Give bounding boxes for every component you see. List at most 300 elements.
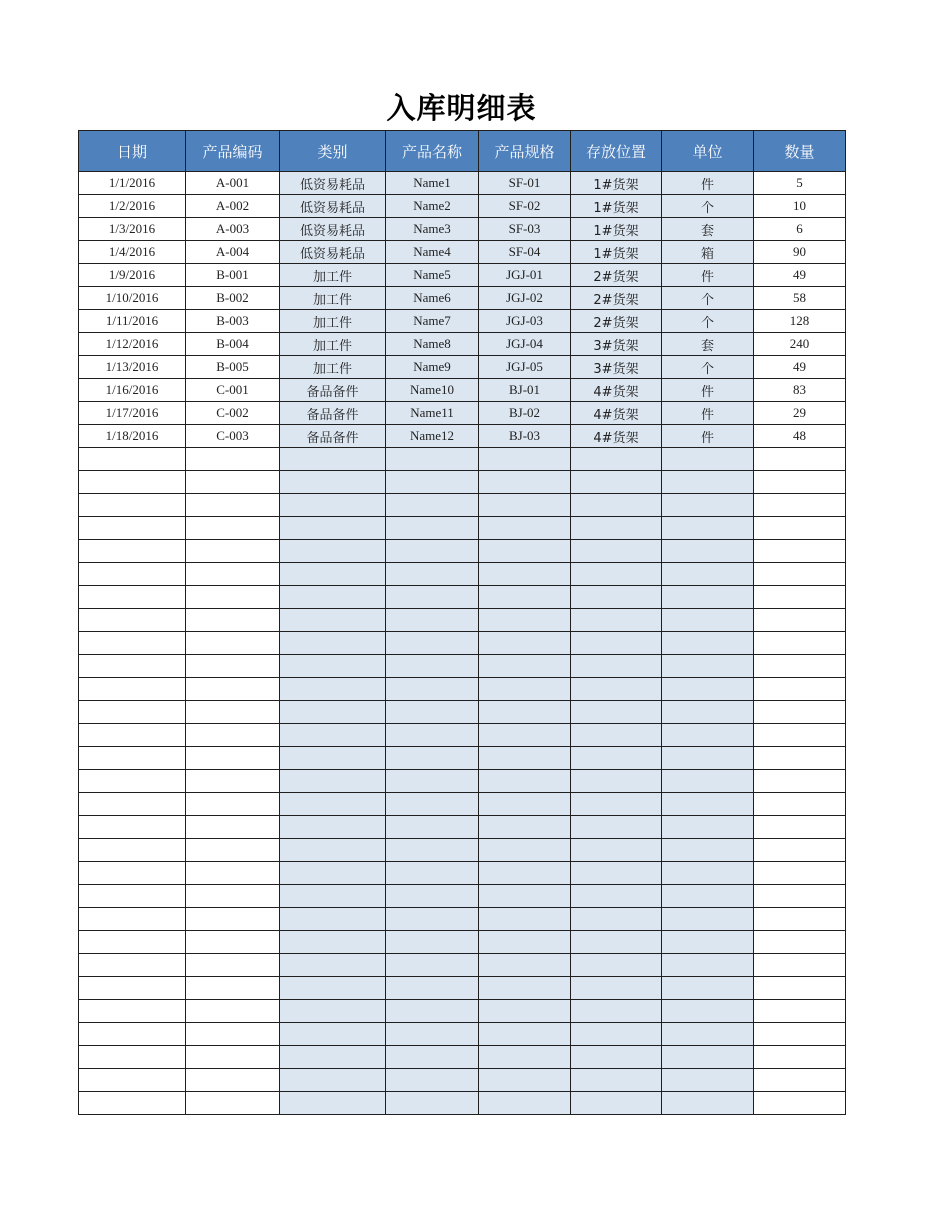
- empty-cell[interactable]: [754, 1046, 846, 1069]
- empty-cell[interactable]: [280, 908, 386, 931]
- empty-cell[interactable]: [79, 632, 186, 655]
- empty-cell[interactable]: [386, 678, 479, 701]
- product-code-cell[interactable]: A-003: [186, 218, 280, 241]
- empty-cell[interactable]: [571, 1069, 662, 1092]
- empty-cell[interactable]: [386, 563, 479, 586]
- empty-cell[interactable]: [186, 1023, 280, 1046]
- empty-cell[interactable]: [386, 931, 479, 954]
- empty-cell[interactable]: [386, 701, 479, 724]
- empty-cell[interactable]: [280, 563, 386, 586]
- location-cell[interactable]: 3#货架: [571, 356, 662, 379]
- empty-cell[interactable]: [386, 1000, 479, 1023]
- product-code-cell[interactable]: A-001: [186, 172, 280, 195]
- empty-cell[interactable]: [280, 793, 386, 816]
- empty-cell[interactable]: [571, 839, 662, 862]
- empty-cell[interactable]: [479, 471, 571, 494]
- empty-cell[interactable]: [479, 816, 571, 839]
- empty-cell[interactable]: [280, 517, 386, 540]
- empty-cell[interactable]: [386, 1069, 479, 1092]
- category-cell[interactable]: 加工件: [280, 287, 386, 310]
- empty-cell[interactable]: [79, 1046, 186, 1069]
- category-cell[interactable]: 低资易耗品: [280, 195, 386, 218]
- category-cell[interactable]: 加工件: [280, 356, 386, 379]
- empty-cell[interactable]: [662, 517, 754, 540]
- empty-cell[interactable]: [280, 1069, 386, 1092]
- empty-cell[interactable]: [186, 1046, 280, 1069]
- product-name-cell[interactable]: Name9: [386, 356, 479, 379]
- empty-cell[interactable]: [280, 724, 386, 747]
- empty-cell[interactable]: [386, 908, 479, 931]
- category-cell[interactable]: 备品备件: [280, 379, 386, 402]
- product-spec-cell[interactable]: SF-03: [479, 218, 571, 241]
- empty-cell[interactable]: [571, 1000, 662, 1023]
- unit-cell[interactable]: 个: [662, 356, 754, 379]
- empty-cell[interactable]: [186, 586, 280, 609]
- product-name-cell[interactable]: Name6: [386, 287, 479, 310]
- empty-cell[interactable]: [662, 494, 754, 517]
- empty-cell[interactable]: [754, 862, 846, 885]
- empty-cell[interactable]: [754, 632, 846, 655]
- empty-cell[interactable]: [386, 862, 479, 885]
- unit-cell[interactable]: 件: [662, 379, 754, 402]
- empty-cell[interactable]: [662, 954, 754, 977]
- date-cell[interactable]: 1/17/2016: [79, 402, 186, 425]
- empty-cell[interactable]: [280, 609, 386, 632]
- empty-cell[interactable]: [186, 954, 280, 977]
- empty-cell[interactable]: [386, 954, 479, 977]
- location-cell[interactable]: 1#货架: [571, 195, 662, 218]
- empty-cell[interactable]: [479, 862, 571, 885]
- empty-cell[interactable]: [79, 862, 186, 885]
- empty-cell[interactable]: [79, 724, 186, 747]
- empty-cell[interactable]: [479, 1092, 571, 1115]
- empty-cell[interactable]: [386, 816, 479, 839]
- empty-cell[interactable]: [79, 563, 186, 586]
- empty-cell[interactable]: [571, 1046, 662, 1069]
- empty-cell[interactable]: [280, 954, 386, 977]
- empty-cell[interactable]: [280, 770, 386, 793]
- empty-cell[interactable]: [571, 471, 662, 494]
- empty-cell[interactable]: [662, 632, 754, 655]
- product-name-cell[interactable]: Name3: [386, 218, 479, 241]
- category-cell[interactable]: 低资易耗品: [280, 172, 386, 195]
- empty-cell[interactable]: [79, 1092, 186, 1115]
- empty-cell[interactable]: [754, 1069, 846, 1092]
- empty-cell[interactable]: [662, 977, 754, 1000]
- empty-cell[interactable]: [186, 701, 280, 724]
- empty-cell[interactable]: [571, 977, 662, 1000]
- quantity-cell[interactable]: 58: [754, 287, 846, 310]
- empty-cell[interactable]: [662, 747, 754, 770]
- product-spec-cell[interactable]: JGJ-05: [479, 356, 571, 379]
- category-cell[interactable]: 加工件: [280, 333, 386, 356]
- empty-cell[interactable]: [662, 724, 754, 747]
- unit-cell[interactable]: 箱: [662, 241, 754, 264]
- location-cell[interactable]: 1#货架: [571, 172, 662, 195]
- empty-cell[interactable]: [186, 678, 280, 701]
- empty-cell[interactable]: [662, 839, 754, 862]
- empty-cell[interactable]: [186, 816, 280, 839]
- product-code-cell[interactable]: C-003: [186, 425, 280, 448]
- date-cell[interactable]: 1/18/2016: [79, 425, 186, 448]
- empty-cell[interactable]: [386, 724, 479, 747]
- empty-cell[interactable]: [479, 1023, 571, 1046]
- empty-cell[interactable]: [754, 701, 846, 724]
- empty-cell[interactable]: [662, 563, 754, 586]
- location-cell[interactable]: 2#货架: [571, 310, 662, 333]
- empty-cell[interactable]: [662, 816, 754, 839]
- empty-cell[interactable]: [662, 885, 754, 908]
- product-code-cell[interactable]: A-004: [186, 241, 280, 264]
- empty-cell[interactable]: [754, 517, 846, 540]
- empty-cell[interactable]: [79, 448, 186, 471]
- empty-cell[interactable]: [79, 977, 186, 1000]
- empty-cell[interactable]: [571, 862, 662, 885]
- column-header-date[interactable]: 日期: [79, 131, 186, 172]
- empty-cell[interactable]: [479, 1046, 571, 1069]
- empty-cell[interactable]: [386, 586, 479, 609]
- quantity-cell[interactable]: 5: [754, 172, 846, 195]
- empty-cell[interactable]: [280, 655, 386, 678]
- empty-cell[interactable]: [571, 632, 662, 655]
- empty-cell[interactable]: [662, 931, 754, 954]
- date-cell[interactable]: 1/13/2016: [79, 356, 186, 379]
- empty-cell[interactable]: [479, 632, 571, 655]
- empty-cell[interactable]: [280, 885, 386, 908]
- empty-cell[interactable]: [280, 747, 386, 770]
- location-cell[interactable]: 4#货架: [571, 379, 662, 402]
- location-cell[interactable]: 2#货架: [571, 264, 662, 287]
- empty-cell[interactable]: [280, 586, 386, 609]
- empty-cell[interactable]: [479, 931, 571, 954]
- empty-cell[interactable]: [479, 885, 571, 908]
- empty-cell[interactable]: [79, 816, 186, 839]
- empty-cell[interactable]: [79, 908, 186, 931]
- empty-cell[interactable]: [662, 1000, 754, 1023]
- unit-cell[interactable]: 个: [662, 195, 754, 218]
- unit-cell[interactable]: 套: [662, 333, 754, 356]
- empty-cell[interactable]: [479, 1069, 571, 1092]
- empty-cell[interactable]: [479, 586, 571, 609]
- empty-cell[interactable]: [280, 701, 386, 724]
- empty-cell[interactable]: [79, 1069, 186, 1092]
- empty-cell[interactable]: [79, 701, 186, 724]
- empty-cell[interactable]: [754, 977, 846, 1000]
- empty-cell[interactable]: [479, 1000, 571, 1023]
- empty-cell[interactable]: [280, 1000, 386, 1023]
- empty-cell[interactable]: [479, 609, 571, 632]
- empty-cell[interactable]: [186, 977, 280, 1000]
- empty-cell[interactable]: [571, 724, 662, 747]
- empty-cell[interactable]: [662, 770, 754, 793]
- product-name-cell[interactable]: Name7: [386, 310, 479, 333]
- empty-cell[interactable]: [571, 678, 662, 701]
- empty-cell[interactable]: [571, 517, 662, 540]
- product-code-cell[interactable]: B-004: [186, 333, 280, 356]
- product-spec-cell[interactable]: JGJ-02: [479, 287, 571, 310]
- empty-cell[interactable]: [754, 816, 846, 839]
- empty-cell[interactable]: [280, 816, 386, 839]
- empty-cell[interactable]: [662, 1046, 754, 1069]
- empty-cell[interactable]: [754, 586, 846, 609]
- empty-cell[interactable]: [386, 747, 479, 770]
- empty-cell[interactable]: [186, 908, 280, 931]
- empty-cell[interactable]: [754, 448, 846, 471]
- category-cell[interactable]: 低资易耗品: [280, 218, 386, 241]
- empty-cell[interactable]: [79, 586, 186, 609]
- product-code-cell[interactable]: B-001: [186, 264, 280, 287]
- empty-cell[interactable]: [79, 517, 186, 540]
- unit-cell[interactable]: 个: [662, 310, 754, 333]
- empty-cell[interactable]: [479, 655, 571, 678]
- date-cell[interactable]: 1/2/2016: [79, 195, 186, 218]
- empty-cell[interactable]: [571, 701, 662, 724]
- product-name-cell[interactable]: Name10: [386, 379, 479, 402]
- empty-cell[interactable]: [186, 540, 280, 563]
- column-header-product-spec[interactable]: 产品规格: [479, 131, 571, 172]
- empty-cell[interactable]: [662, 701, 754, 724]
- empty-cell[interactable]: [79, 540, 186, 563]
- quantity-cell[interactable]: 240: [754, 333, 846, 356]
- date-cell[interactable]: 1/10/2016: [79, 287, 186, 310]
- empty-cell[interactable]: [280, 931, 386, 954]
- empty-cell[interactable]: [386, 1023, 479, 1046]
- quantity-cell[interactable]: 90: [754, 241, 846, 264]
- empty-cell[interactable]: [571, 816, 662, 839]
- category-cell[interactable]: 加工件: [280, 264, 386, 287]
- empty-cell[interactable]: [662, 586, 754, 609]
- empty-cell[interactable]: [386, 1092, 479, 1115]
- empty-cell[interactable]: [662, 793, 754, 816]
- unit-cell[interactable]: 件: [662, 264, 754, 287]
- empty-cell[interactable]: [280, 1092, 386, 1115]
- empty-cell[interactable]: [662, 609, 754, 632]
- unit-cell[interactable]: 件: [662, 425, 754, 448]
- empty-cell[interactable]: [386, 793, 479, 816]
- empty-cell[interactable]: [79, 839, 186, 862]
- empty-cell[interactable]: [79, 655, 186, 678]
- empty-cell[interactable]: [186, 1069, 280, 1092]
- empty-cell[interactable]: [79, 609, 186, 632]
- product-spec-cell[interactable]: BJ-03: [479, 425, 571, 448]
- product-name-cell[interactable]: Name4: [386, 241, 479, 264]
- date-cell[interactable]: 1/12/2016: [79, 333, 186, 356]
- date-cell[interactable]: 1/16/2016: [79, 379, 186, 402]
- column-header-location[interactable]: 存放位置: [571, 131, 662, 172]
- empty-cell[interactable]: [386, 517, 479, 540]
- empty-cell[interactable]: [754, 471, 846, 494]
- empty-cell[interactable]: [280, 839, 386, 862]
- empty-cell[interactable]: [79, 678, 186, 701]
- empty-cell[interactable]: [754, 540, 846, 563]
- empty-cell[interactable]: [662, 1092, 754, 1115]
- empty-cell[interactable]: [571, 1092, 662, 1115]
- empty-cell[interactable]: [571, 655, 662, 678]
- empty-cell[interactable]: [479, 908, 571, 931]
- empty-cell[interactable]: [186, 770, 280, 793]
- empty-cell[interactable]: [79, 471, 186, 494]
- empty-cell[interactable]: [280, 471, 386, 494]
- empty-cell[interactable]: [79, 793, 186, 816]
- empty-cell[interactable]: [280, 494, 386, 517]
- empty-cell[interactable]: [754, 563, 846, 586]
- unit-cell[interactable]: 件: [662, 402, 754, 425]
- date-cell[interactable]: 1/9/2016: [79, 264, 186, 287]
- empty-cell[interactable]: [79, 494, 186, 517]
- product-name-cell[interactable]: Name1: [386, 172, 479, 195]
- product-spec-cell[interactable]: SF-04: [479, 241, 571, 264]
- product-code-cell[interactable]: A-002: [186, 195, 280, 218]
- empty-cell[interactable]: [571, 793, 662, 816]
- date-cell[interactable]: 1/1/2016: [79, 172, 186, 195]
- empty-cell[interactable]: [754, 747, 846, 770]
- empty-cell[interactable]: [754, 770, 846, 793]
- empty-cell[interactable]: [662, 471, 754, 494]
- empty-cell[interactable]: [280, 678, 386, 701]
- product-spec-cell[interactable]: SF-02: [479, 195, 571, 218]
- empty-cell[interactable]: [754, 609, 846, 632]
- empty-cell[interactable]: [571, 770, 662, 793]
- quantity-cell[interactable]: 6: [754, 218, 846, 241]
- location-cell[interactable]: 4#货架: [571, 402, 662, 425]
- product-code-cell[interactable]: C-001: [186, 379, 280, 402]
- unit-cell[interactable]: 套: [662, 218, 754, 241]
- product-spec-cell[interactable]: BJ-01: [479, 379, 571, 402]
- empty-cell[interactable]: [79, 931, 186, 954]
- empty-cell[interactable]: [479, 839, 571, 862]
- empty-cell[interactable]: [386, 655, 479, 678]
- empty-cell[interactable]: [571, 586, 662, 609]
- empty-cell[interactable]: [386, 1046, 479, 1069]
- empty-cell[interactable]: [280, 632, 386, 655]
- empty-cell[interactable]: [662, 1069, 754, 1092]
- location-cell[interactable]: 1#货架: [571, 218, 662, 241]
- empty-cell[interactable]: [662, 540, 754, 563]
- product-code-cell[interactable]: B-002: [186, 287, 280, 310]
- empty-cell[interactable]: [479, 448, 571, 471]
- empty-cell[interactable]: [479, 678, 571, 701]
- empty-cell[interactable]: [386, 540, 479, 563]
- empty-cell[interactable]: [479, 724, 571, 747]
- empty-cell[interactable]: [79, 747, 186, 770]
- empty-cell[interactable]: [386, 609, 479, 632]
- empty-cell[interactable]: [571, 609, 662, 632]
- quantity-cell[interactable]: 48: [754, 425, 846, 448]
- empty-cell[interactable]: [479, 701, 571, 724]
- empty-cell[interactable]: [386, 770, 479, 793]
- empty-cell[interactable]: [186, 793, 280, 816]
- empty-cell[interactable]: [479, 954, 571, 977]
- empty-cell[interactable]: [79, 1000, 186, 1023]
- empty-cell[interactable]: [754, 678, 846, 701]
- empty-cell[interactable]: [662, 448, 754, 471]
- empty-cell[interactable]: [386, 448, 479, 471]
- column-header-product-code[interactable]: 产品编码: [186, 131, 280, 172]
- empty-cell[interactable]: [386, 632, 479, 655]
- date-cell[interactable]: 1/4/2016: [79, 241, 186, 264]
- empty-cell[interactable]: [662, 678, 754, 701]
- empty-cell[interactable]: [754, 885, 846, 908]
- empty-cell[interactable]: [754, 1000, 846, 1023]
- empty-cell[interactable]: [79, 770, 186, 793]
- empty-cell[interactable]: [571, 908, 662, 931]
- column-header-quantity[interactable]: 数量: [754, 131, 846, 172]
- empty-cell[interactable]: [662, 908, 754, 931]
- empty-cell[interactable]: [754, 1023, 846, 1046]
- empty-cell[interactable]: [479, 747, 571, 770]
- quantity-cell[interactable]: 29: [754, 402, 846, 425]
- date-cell[interactable]: 1/11/2016: [79, 310, 186, 333]
- empty-cell[interactable]: [754, 1092, 846, 1115]
- empty-cell[interactable]: [186, 1000, 280, 1023]
- product-spec-cell[interactable]: JGJ-03: [479, 310, 571, 333]
- product-name-cell[interactable]: Name12: [386, 425, 479, 448]
- location-cell[interactable]: 3#货架: [571, 333, 662, 356]
- column-header-category[interactable]: 类别: [280, 131, 386, 172]
- unit-cell[interactable]: 个: [662, 287, 754, 310]
- empty-cell[interactable]: [754, 494, 846, 517]
- empty-cell[interactable]: [386, 977, 479, 1000]
- column-header-product-name[interactable]: 产品名称: [386, 131, 479, 172]
- empty-cell[interactable]: [479, 793, 571, 816]
- empty-cell[interactable]: [571, 931, 662, 954]
- empty-cell[interactable]: [280, 862, 386, 885]
- product-spec-cell[interactable]: SF-01: [479, 172, 571, 195]
- location-cell[interactable]: 2#货架: [571, 287, 662, 310]
- empty-cell[interactable]: [280, 977, 386, 1000]
- empty-cell[interactable]: [479, 540, 571, 563]
- quantity-cell[interactable]: 10: [754, 195, 846, 218]
- empty-cell[interactable]: [754, 724, 846, 747]
- empty-cell[interactable]: [386, 885, 479, 908]
- empty-cell[interactable]: [186, 494, 280, 517]
- empty-cell[interactable]: [571, 747, 662, 770]
- quantity-cell[interactable]: 49: [754, 264, 846, 287]
- empty-cell[interactable]: [186, 931, 280, 954]
- product-spec-cell[interactable]: BJ-02: [479, 402, 571, 425]
- empty-cell[interactable]: [186, 885, 280, 908]
- category-cell[interactable]: 备品备件: [280, 402, 386, 425]
- quantity-cell[interactable]: 128: [754, 310, 846, 333]
- category-cell[interactable]: 备品备件: [280, 425, 386, 448]
- empty-cell[interactable]: [280, 540, 386, 563]
- location-cell[interactable]: 4#货架: [571, 425, 662, 448]
- empty-cell[interactable]: [186, 632, 280, 655]
- empty-cell[interactable]: [571, 885, 662, 908]
- location-cell[interactable]: 1#货架: [571, 241, 662, 264]
- empty-cell[interactable]: [79, 1023, 186, 1046]
- empty-cell[interactable]: [571, 954, 662, 977]
- product-spec-cell[interactable]: JGJ-01: [479, 264, 571, 287]
- column-header-unit[interactable]: 单位: [662, 131, 754, 172]
- empty-cell[interactable]: [571, 540, 662, 563]
- empty-cell[interactable]: [754, 839, 846, 862]
- empty-cell[interactable]: [186, 655, 280, 678]
- empty-cell[interactable]: [186, 724, 280, 747]
- empty-cell[interactable]: [571, 448, 662, 471]
- product-name-cell[interactable]: Name2: [386, 195, 479, 218]
- category-cell[interactable]: 低资易耗品: [280, 241, 386, 264]
- empty-cell[interactable]: [754, 655, 846, 678]
- empty-cell[interactable]: [186, 747, 280, 770]
- unit-cell[interactable]: 件: [662, 172, 754, 195]
- quantity-cell[interactable]: 83: [754, 379, 846, 402]
- empty-cell[interactable]: [79, 954, 186, 977]
- empty-cell[interactable]: [754, 931, 846, 954]
- empty-cell[interactable]: [662, 1023, 754, 1046]
- product-code-cell[interactable]: C-002: [186, 402, 280, 425]
- empty-cell[interactable]: [386, 494, 479, 517]
